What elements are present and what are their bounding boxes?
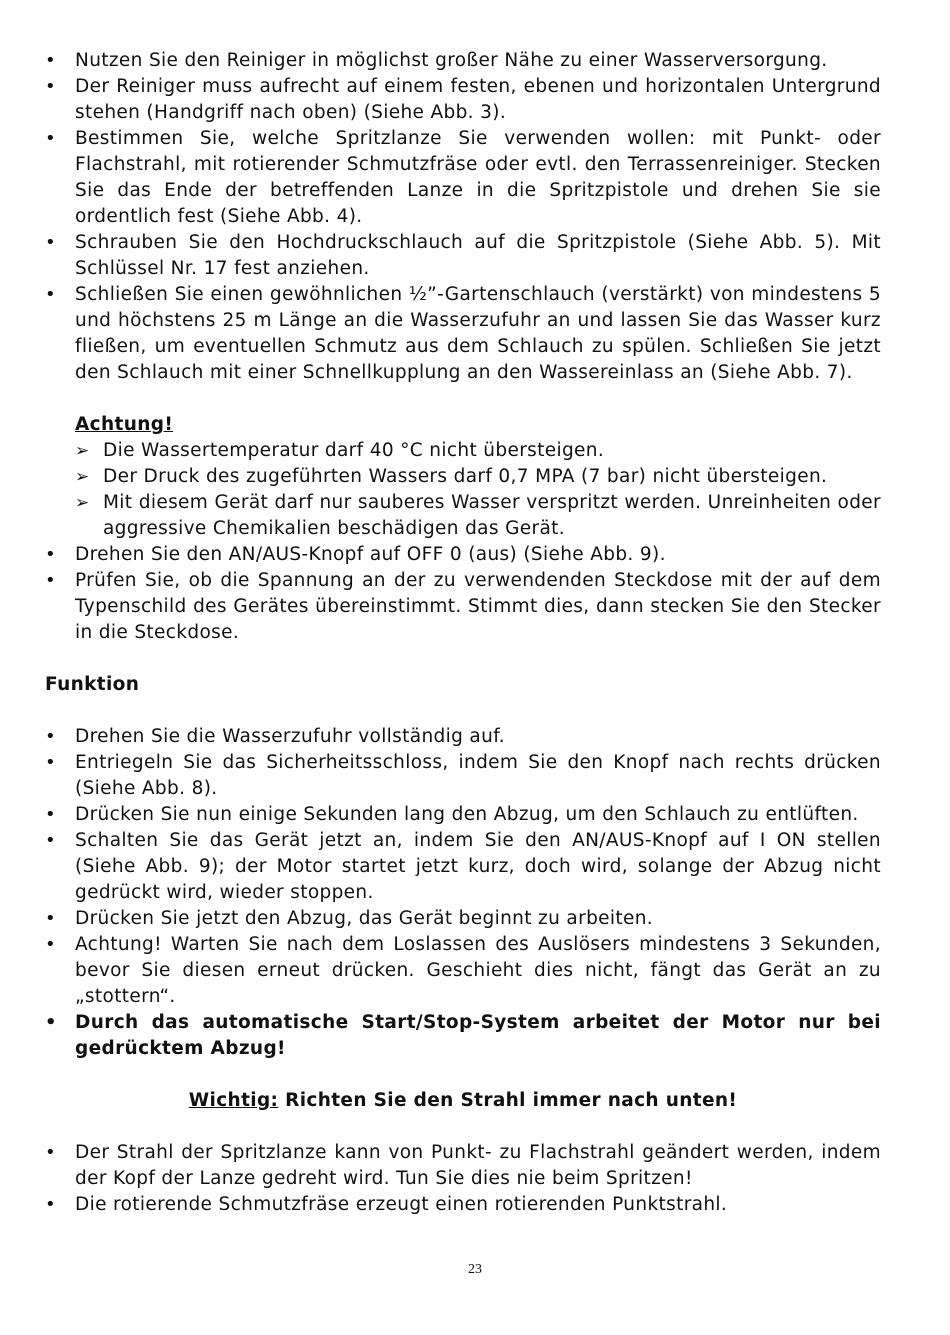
document-page <box>45 48 881 1218</box>
bold-list-item: • Durch das automatische Start/Stop-System arbeitet der Motor nur bei gedrücktem Abzug! <box>45 1010 881 1062</box>
warning-item: ➢ Die Wassertemperatur darf 40 °C nicht übersteigen. <box>75 438 881 464</box>
spacer <box>45 1114 881 1140</box>
warning-title: Achtung! <box>75 414 174 435</box>
list-item: • Nutzen Sie den Reiniger in möglichst großer Nähe zu einer Wasserversorgung. <box>45 48 881 74</box>
spacer <box>45 386 881 412</box>
spacer <box>45 646 881 672</box>
spacer <box>45 698 881 724</box>
list-item: • Drücken Sie nun einige Sekunden lang den Abzug, um den Schlauch zu entlüften. <box>45 802 881 828</box>
list-item: • Prüfen Sie, ob die Spannung an der zu verwendenden Steckdose mit der auf dem Typenschild des Gerätes übereinstimmt. Stimmt dies, dann stecken Sie den Stecker in die Steckdose. <box>45 568 881 646</box>
section-heading-funktion: Funktion <box>45 674 140 695</box>
important-label: Wichtig: <box>188 1090 279 1111</box>
list-item: • Schließen Sie einen gewöhnlichen ½”-Gartenschlauch (verstärkt) von mindestens 5 und höchstens 25 m Länge an die Wasserzufuhr an und lassen Sie das Wasser kurz fließen, um eventuellen Schmutz aus dem Schlauch zu spülen. Schließen Sie jetzt den Schlauch mit einer Schnellkupplung an den Wassereinlass an (Siehe Abb. 7). <box>45 282 881 386</box>
list-item: • Schalten Sie das Gerät jetzt an, indem Sie den AN/AUS-Knopf auf I ON stellen (Siehe Abb. 9); der Motor startet jetzt kurz, doch wird, solange der Abzug nicht gedrückt wird, wieder stoppen. <box>45 828 881 906</box>
warning-list <box>45 438 881 542</box>
function-list <box>45 724 881 1062</box>
important-text: Richten Sie den Strahl immer nach unten! <box>278 1090 738 1111</box>
warning-item: ➢ Der Druck des zugeführten Wassers darf 0,7 MPA (7 bar) nicht übersteigen. <box>75 464 881 490</box>
nozzle-list <box>45 1140 881 1218</box>
list-item: • Bestimmen Sie, welche Spritzlanze Sie verwenden wollen: mit Punkt- oder Flachstrahl, mit rotierender Schmutzfräse oder evtl. den Terrassenreiniger. Stecken Sie das Ende der betreffenden Lanze in die Spritzpistole und drehen Sie sie ordentlich fest (Siehe Abb. 4). <box>45 126 881 230</box>
list-item: • Der Strahl der Spritzlanze kann von Punkt- zu Flachstrahl geändert werden, indem der Kopf der Lanze gedreht wird. Tun Sie dies nie beim Spritzen! <box>45 1140 881 1192</box>
list-item: • Drehen Sie den AN/AUS-Knopf auf OFF 0 (aus) (Siehe Abb. 9). <box>45 542 881 568</box>
list-item: • Der Reiniger muss aufrecht auf einem festen, ebenen und horizontalen Untergrund stehen (Handgriff nach oben) (Siehe Abb. 3). <box>45 74 881 126</box>
important-notice <box>45 1088 881 1114</box>
spacer <box>45 1062 881 1088</box>
list-item: • Achtung! Warten Sie nach dem Loslassen des Auslösers mindestens 3 Sekunden, bevor Sie diesen erneut drücken. Geschieht dies nicht, fängt das Gerät an zu „stottern“. <box>45 932 881 1010</box>
page-number: 23 <box>468 1262 482 1277</box>
list-item: • Drücken Sie jetzt den Abzug, das Gerät beginnt zu arbeiten. <box>45 906 881 932</box>
list-item: • Die rotierende Schmutzfräse erzeugt einen rotierenden Punktstrahl. <box>45 1192 881 1218</box>
power-list <box>45 542 881 646</box>
warning-item: ➢ Mit diesem Gerät darf nur sauberes Wasser verspritzt werden. Unreinheiten oder aggressive Chemikalien beschädigen das Gerät. <box>75 490 881 542</box>
list-item: • Entriegeln Sie das Sicherheitsschloss, indem Sie den Knopf nach rechts drücken (Siehe Abb. 8). <box>45 750 881 802</box>
list-item: • Drehen Sie die Wasserzufuhr vollständig auf. <box>45 724 881 750</box>
setup-list <box>45 48 881 386</box>
list-item: • Schrauben Sie den Hochdruckschlauch auf die Spritzpistole (Siehe Abb. 5). Mit Schlüssel Nr. 17 fest anziehen. <box>45 230 881 282</box>
